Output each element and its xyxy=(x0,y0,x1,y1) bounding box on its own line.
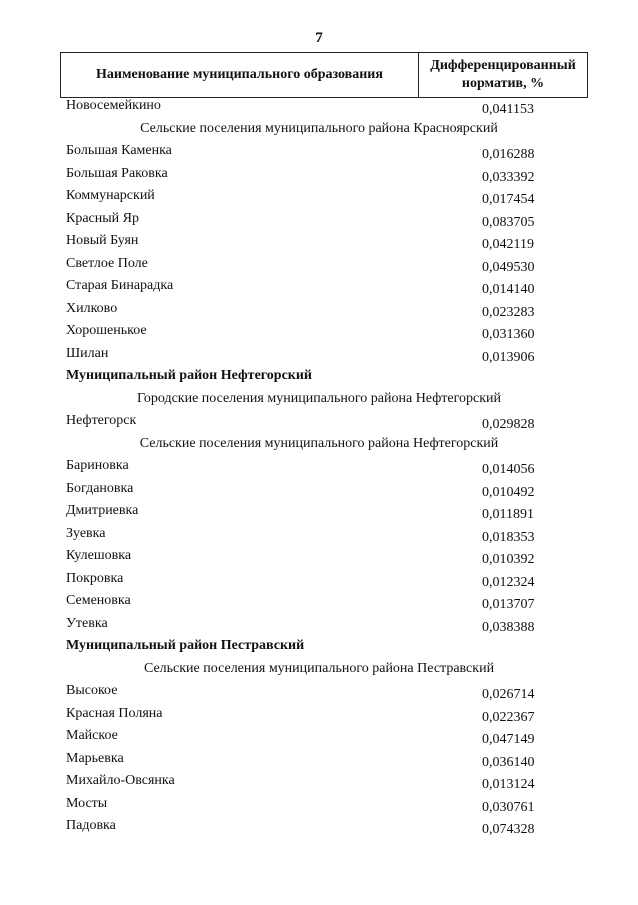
table-row xyxy=(0,706,638,729)
section-heading xyxy=(0,661,638,684)
normative-value: 0,012324 xyxy=(482,574,535,590)
normative-value: 0,016288 xyxy=(482,147,535,162)
table-row xyxy=(0,571,638,594)
table-row xyxy=(0,593,638,616)
normative-value: 0,026714 xyxy=(482,687,535,702)
municipality-name: Новый Буян xyxy=(66,233,139,248)
normative-value: 0,014140 xyxy=(482,282,535,297)
normative-value: 0,017454 xyxy=(482,192,535,207)
table-row xyxy=(0,346,638,369)
normative-value: 0,074328 xyxy=(482,822,535,837)
normative-value: 0,011891 xyxy=(482,507,534,522)
table-row xyxy=(0,278,638,301)
section-heading xyxy=(0,391,638,414)
district-heading xyxy=(0,638,638,661)
table-row xyxy=(0,166,638,189)
table-row xyxy=(0,526,638,549)
municipality-name: Семеновка xyxy=(66,593,131,608)
normative-value: 0,083705 xyxy=(482,214,535,230)
table-row xyxy=(0,751,638,774)
municipality-name: Зуевка xyxy=(66,525,106,541)
municipality-name: Красный Яр xyxy=(66,210,139,226)
table-row xyxy=(0,256,638,279)
normative-value: 0,030761 xyxy=(482,799,535,815)
municipality-name: Высокое xyxy=(66,683,118,698)
section-heading xyxy=(0,121,638,144)
table-row xyxy=(0,323,638,346)
municipality-name: Кулешовка xyxy=(66,548,132,563)
table-row xyxy=(0,458,638,481)
municipality-name: Хилково xyxy=(66,300,118,316)
normative-value: 0,010392 xyxy=(482,552,535,567)
table-row xyxy=(0,413,638,436)
table-row xyxy=(0,188,638,211)
municipality-name: Марьевка xyxy=(66,750,124,766)
municipality-name: Светлое Поле xyxy=(66,255,148,271)
municipality-name: Новосемейкино xyxy=(66,98,161,113)
municipality-name: Большая Раковка xyxy=(66,165,168,181)
normative-value: 0,013906 xyxy=(482,349,535,365)
table-row xyxy=(0,773,638,796)
district-heading xyxy=(0,368,638,391)
normative-value: 0,018353 xyxy=(482,529,535,545)
normative-value: 0,013707 xyxy=(482,597,535,612)
municipality-name: Михайло-Овсянка xyxy=(66,773,175,788)
heading-text: Муниципальный район Нефтегорский xyxy=(66,368,312,383)
municipality-name: Майское xyxy=(66,728,118,743)
page-number: 7 xyxy=(315,30,323,46)
table-body xyxy=(0,98,638,841)
municipality-name: Хорошенькое xyxy=(66,323,147,338)
normative-value: 0,014056 xyxy=(482,462,535,477)
municipality-name: Покровка xyxy=(66,570,124,586)
normative-value: 0,041153 xyxy=(482,102,534,117)
table-row xyxy=(0,818,638,841)
table-row xyxy=(0,211,638,234)
municipality-name: Богдановка xyxy=(66,480,134,496)
normative-value: 0,010492 xyxy=(482,484,535,500)
municipality-name: Бариновка xyxy=(66,458,129,473)
municipality-name: Падовка xyxy=(66,818,116,833)
table-row xyxy=(0,98,638,121)
table-header xyxy=(60,52,588,98)
header-value-line1: Дифференцированный xyxy=(430,58,576,73)
header-name-column: Наименование муниципального образования xyxy=(61,53,419,97)
normative-value: 0,042119 xyxy=(482,237,534,252)
table-row xyxy=(0,503,638,526)
municipality-name: Большая Каменка xyxy=(66,143,172,158)
section-heading xyxy=(0,436,638,459)
normative-value: 0,013124 xyxy=(482,777,535,792)
municipality-name: Красная Поляна xyxy=(66,705,163,721)
heading-text: Муниципальный район Пестравский xyxy=(66,638,305,653)
municipality-name: Коммунарский xyxy=(66,188,155,203)
header-value-line2: норматив, % xyxy=(461,76,545,91)
normative-value: 0,038388 xyxy=(482,619,535,635)
normative-value: 0,023283 xyxy=(482,304,535,320)
table-row xyxy=(0,481,638,504)
table-row xyxy=(0,233,638,256)
municipality-name: Мосты xyxy=(66,795,108,811)
heading-text: Городские поселения муниципального района Нефтегорский xyxy=(137,390,501,406)
municipality-name: Утевка xyxy=(66,615,108,631)
municipality-name: Нефтегорск xyxy=(66,413,137,428)
normative-value: 0,022367 xyxy=(482,709,535,725)
normative-value: 0,029828 xyxy=(482,417,535,432)
normative-value: 0,031360 xyxy=(482,327,535,342)
table-row xyxy=(0,616,638,639)
normative-value: 0,049530 xyxy=(482,259,535,275)
table-row xyxy=(0,796,638,819)
normative-value: 0,047149 xyxy=(482,732,535,747)
table-row xyxy=(0,728,638,751)
table-row xyxy=(0,548,638,571)
heading-text: Сельские поселения муниципального района Нефтегорский xyxy=(139,435,499,451)
heading-text: Сельские поселения муниципального района Пестравский xyxy=(143,660,495,676)
table-row xyxy=(0,301,638,324)
header-value-column xyxy=(419,53,587,97)
table-row xyxy=(0,143,638,166)
heading-text: Сельские поселения муниципального района Красноярский xyxy=(140,120,498,136)
normative-value: 0,033392 xyxy=(482,169,535,185)
municipality-name: Старая Бинарадка xyxy=(66,278,174,293)
normative-value: 0,036140 xyxy=(482,754,535,770)
table-row xyxy=(0,683,638,706)
municipality-name: Дмитриевка xyxy=(66,503,139,518)
municipality-name: Шилан xyxy=(66,345,109,361)
